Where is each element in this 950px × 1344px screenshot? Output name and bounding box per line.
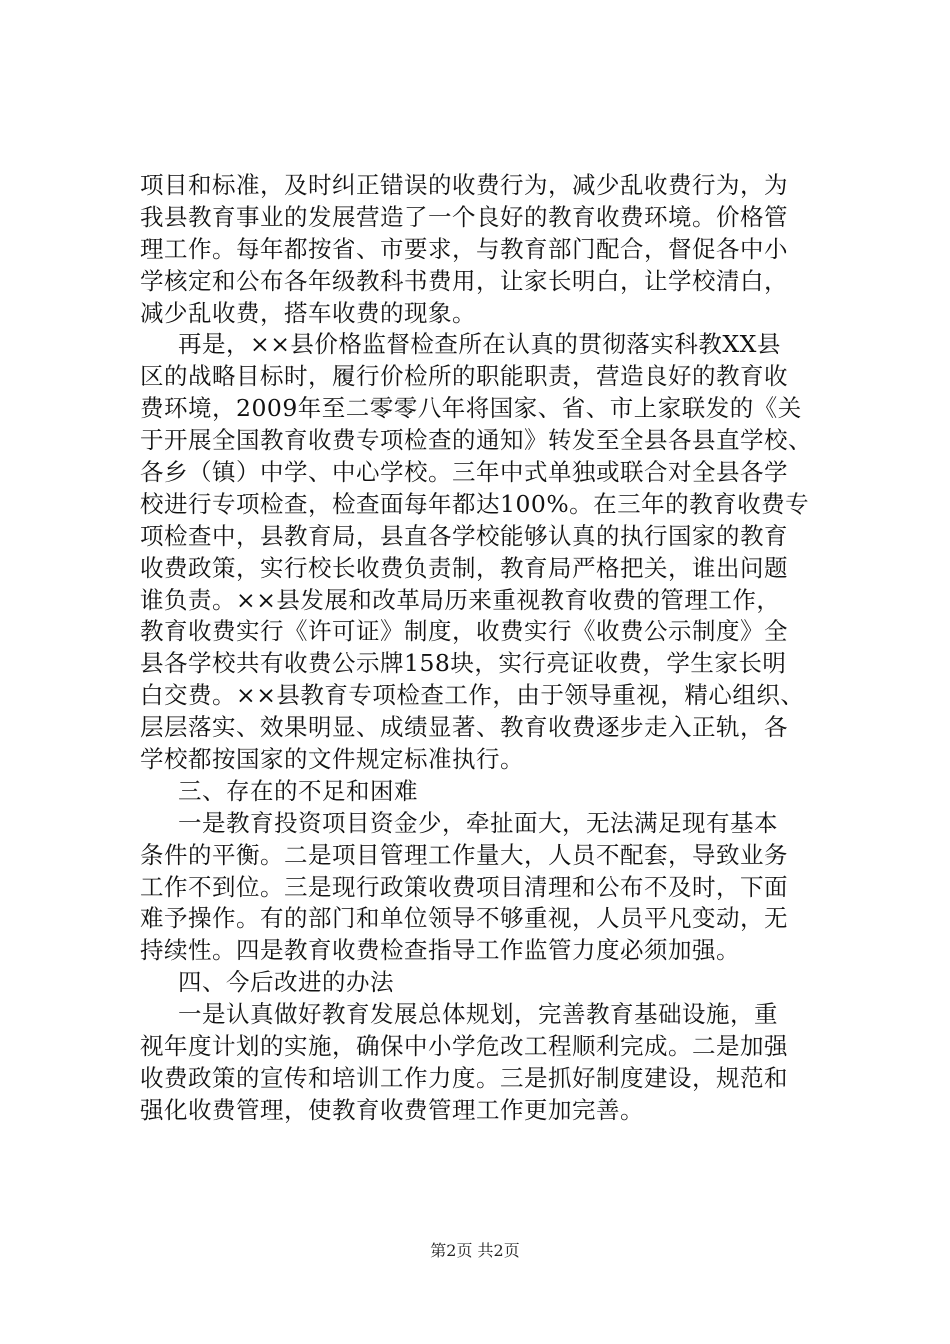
text-line: 工作不到位。三是现行政策收费项目清理和公布不及时，下面 bbox=[140, 872, 788, 901]
text-line: 谁负责。××县发展和改革局历来重视教育收费的管理工作， bbox=[140, 585, 781, 614]
paragraph-start-line: 一是教育投资项目资金少，牵扯面大，无法满足现有基本 bbox=[178, 808, 778, 837]
paragraph-start-line: 再是，××县价格监督检查所在认真的贯彻落实科教XX县 bbox=[178, 330, 781, 359]
text-line: 区的战略目标时，履行价检所的职能职责，营造良好的教育收 bbox=[140, 362, 788, 391]
paragraph-start-line: 一是认真做好教育发展总体规划，完善教育基础设施，重 bbox=[178, 1000, 778, 1029]
section-heading: 三、存在的不足和困难 bbox=[178, 776, 418, 805]
text-line: 收费政策的宣传和培训工作力度。三是抓好制度建设，规范和 bbox=[140, 1063, 788, 1092]
text-line: 强化收费管理，使教育收费管理工作更加完善。 bbox=[140, 1095, 644, 1124]
section-heading: 四、今后改进的办法 bbox=[178, 968, 394, 997]
text-line: 费环境，2009年至二零零八年将国家、省、市上家联发的《关 bbox=[140, 394, 802, 423]
text-line: 持续性。四是教育收费检查指导工作监管力度必须加强。 bbox=[140, 936, 740, 965]
text-line: 教育收费实行《许可证》制度，收费实行《收费公示制度》全 bbox=[140, 617, 788, 646]
text-line: 白交费。××县教育专项检查工作，由于领导重视，精心组织、 bbox=[140, 681, 805, 710]
text-line: 各乡（镇）中学、中心学校。三年中式单独或联合对全县各学 bbox=[140, 458, 788, 487]
text-line: 难予操作。有的部门和单位领导不够重视，人员平凡变动，无 bbox=[140, 904, 788, 933]
page-number-footer: 第2页 共2页 bbox=[430, 1241, 520, 1260]
text-line: 学校都按国家的文件规定标准执行。 bbox=[140, 745, 524, 774]
text-line: 学核定和公布各年级教科书费用，让家长明白，让学校清白， bbox=[140, 266, 788, 295]
text-line: 校进行专项检查，检查面每年都达100%。在三年的教育收费专 bbox=[140, 489, 810, 518]
text-line: 于开展全国教育收费专项检查的通知》转发至全县各县直学校、 bbox=[140, 426, 812, 455]
text-line: 理工作。每年都按省、市要求，与教育部门配合，督促各中小 bbox=[140, 234, 788, 263]
text-line: 减少乱收费，搭车收费的现象。 bbox=[140, 298, 476, 327]
document-body bbox=[140, 170, 850, 1127]
text-line: 视年度计划的实施，确保中小学危改工程顺利完成。二是加强 bbox=[140, 1032, 788, 1061]
text-line: 层层落实、效果明显、成绩显著、教育收费逐步走入正轨，各 bbox=[140, 713, 788, 742]
text-line: 县各学校共有收费公示牌158块，实行亮证收费，学生家长明 bbox=[140, 649, 787, 678]
text-line: 项检查中，县教育局，县直各学校能够认真的执行国家的教育 bbox=[140, 521, 788, 550]
text-line: 项目和标准，及时纠正错误的收费行为，减少乱收费行为，为 bbox=[140, 171, 788, 199]
text-line: 条件的平衡。二是项目管理工作量大，人员不配套，导致业务 bbox=[140, 840, 788, 869]
text-line: 我县教育事业的发展营造了一个良好的教育收费环境。价格管 bbox=[140, 202, 788, 231]
text-line: 收费政策，实行校长收费负责制，教育局严格把关，谁出问题 bbox=[140, 553, 788, 582]
